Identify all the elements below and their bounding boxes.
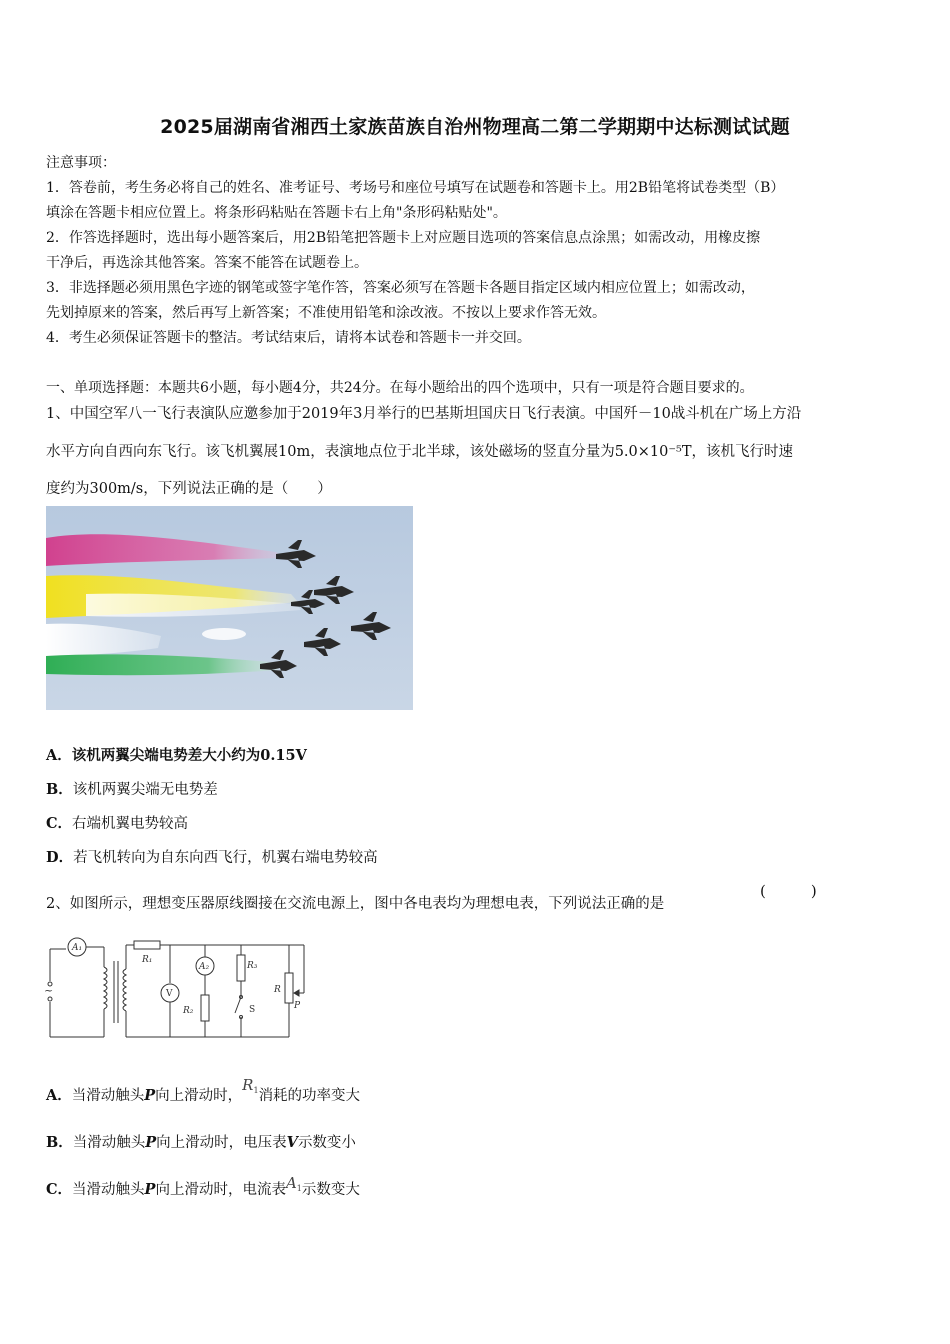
notice-line: 填涂在答题卡相应位置上。将条形码粘贴在答题卡右上角"条形码粘贴处"。 — [46, 205, 507, 221]
option-text: 若飞机转向为自东向西飞行，机翼右端电势较高 — [73, 850, 378, 866]
notice-line: 3．非选择题必须用黑色字迹的钢笔或签字笔作答，答案必须写在答题卡各题目指定区域内相应位置上；如需改动， — [46, 280, 755, 296]
option-text: 向上滑动时，电流表 — [155, 1182, 286, 1198]
q2-option-a[interactable] — [46, 1076, 361, 1105]
symbol-a1: $A_1$ — [285, 1174, 302, 1193]
variable-p: P — [144, 1087, 156, 1104]
notice-line: 先划掉原来的答案，然后再写上新答案；不准使用铅笔和涂改液。不按以上要求作答无效。 — [46, 305, 606, 321]
option-label: B． — [46, 781, 73, 798]
switch-label: S — [249, 1005, 256, 1015]
option-label: A． — [46, 1087, 72, 1104]
symbol-r1: $R_1$ — [242, 1076, 259, 1095]
option-label: C． — [46, 815, 73, 832]
question-1-line: 度约为300m/s，下列说法正确的是（ ） — [46, 481, 332, 497]
option-text: 当滑动触头 — [71, 1088, 145, 1104]
question-1-line: 水平方向自西向东飞行。该飞机翼展10m，表演地点位于北半球，该处磁场的竖直分量为5.0×10⁻⁵T，该机飞行时速 — [46, 444, 793, 460]
option-text: 右端机翼电势较高 — [72, 816, 189, 832]
variable-p: P — [145, 1134, 157, 1151]
q1-option-c[interactable] — [46, 812, 188, 833]
option-label: B． — [46, 1134, 73, 1151]
q2-option-c[interactable] — [46, 1174, 360, 1199]
transformer-circuit — [44, 937, 312, 1042]
option-text: 向上滑动时， — [155, 1088, 243, 1104]
q1-option-a[interactable] — [46, 744, 307, 765]
ac-source-symbol: ~ — [44, 984, 54, 997]
r3-label: R₃ — [247, 961, 258, 971]
notice-line: 2．作答选择题时，选出每小题答案后，用2B铅笔把答题卡上对应题目选项的答案信息点涂黑；如需改动，用橡皮擦 — [46, 230, 761, 246]
ammeter-a2-label: A₂ — [199, 962, 210, 972]
q1-option-d[interactable] — [46, 846, 378, 867]
notice-line: 4．考生必须保证答题卡的整洁。考试结束后，请将本试卷和答题卡一并交回。 — [46, 330, 531, 346]
variable-v: V — [286, 1134, 298, 1151]
notice-line: 干净后，再选涂其他答案。答案不能答在试题卷上。 — [46, 255, 368, 271]
slider-label: P — [294, 1001, 301, 1011]
option-text: 当滑动触头 — [72, 1135, 146, 1151]
exam-title: 2025届湖南省湘西土家族苗族自治州物理高二第二学期期中达标测试试题 — [160, 116, 790, 138]
r1-label: R₁ — [142, 955, 153, 965]
question-1-line: 1、中国空军八一飞行表演队应邀参加于2019年3月举行的巴基斯坦国庆日飞行表演。中国歼－10战斗机在广场上方沿 — [46, 406, 802, 422]
option-label: D． — [46, 849, 74, 866]
option-text: 消耗的功率变大 — [258, 1088, 361, 1104]
option-label: C． — [46, 1181, 73, 1198]
option-text: 当滑动触头 — [72, 1182, 145, 1198]
q2-option-b[interactable] — [46, 1131, 356, 1152]
section-heading: 一、单项选择题：本题共6小题，每小题4分，共24分。在每小题给出的四个选项中，只有一项是符合题目要求的。 — [46, 380, 754, 396]
variable-p: P — [144, 1181, 156, 1198]
option-text: 向上滑动时，电压表 — [156, 1135, 287, 1151]
jets-photo — [46, 506, 413, 710]
r2-label: R₂ — [183, 1006, 194, 1016]
option-text: 示数变大 — [301, 1182, 360, 1198]
question-2-stem: 2、如图所示，理想变压器原线圈接在交流电源上，图中各电表均为理想电表，下列说法正确的是 — [46, 896, 665, 912]
answer-paren: ( ) — [760, 882, 817, 900]
option-text: 示数变小 — [297, 1135, 356, 1151]
rheostat-label: R — [274, 985, 281, 995]
ammeter-a1-label: A₁ — [72, 943, 83, 953]
option-label: A． — [46, 747, 72, 764]
notice-line: 1．答卷前，考生务必将自己的姓名、准考证号、考场号和座位号填写在试题卷和答题卡上。用2B铅笔将试卷类型（B） — [46, 180, 785, 196]
q1-option-b[interactable] — [46, 778, 218, 799]
voltmeter-label: V — [166, 989, 173, 999]
notice-heading: 注意事项： — [46, 155, 116, 171]
option-text: 该机两翼尖端无电势差 — [72, 782, 218, 798]
option-text: 该机两翼尖端电势差大小约为0.15V — [71, 747, 307, 764]
